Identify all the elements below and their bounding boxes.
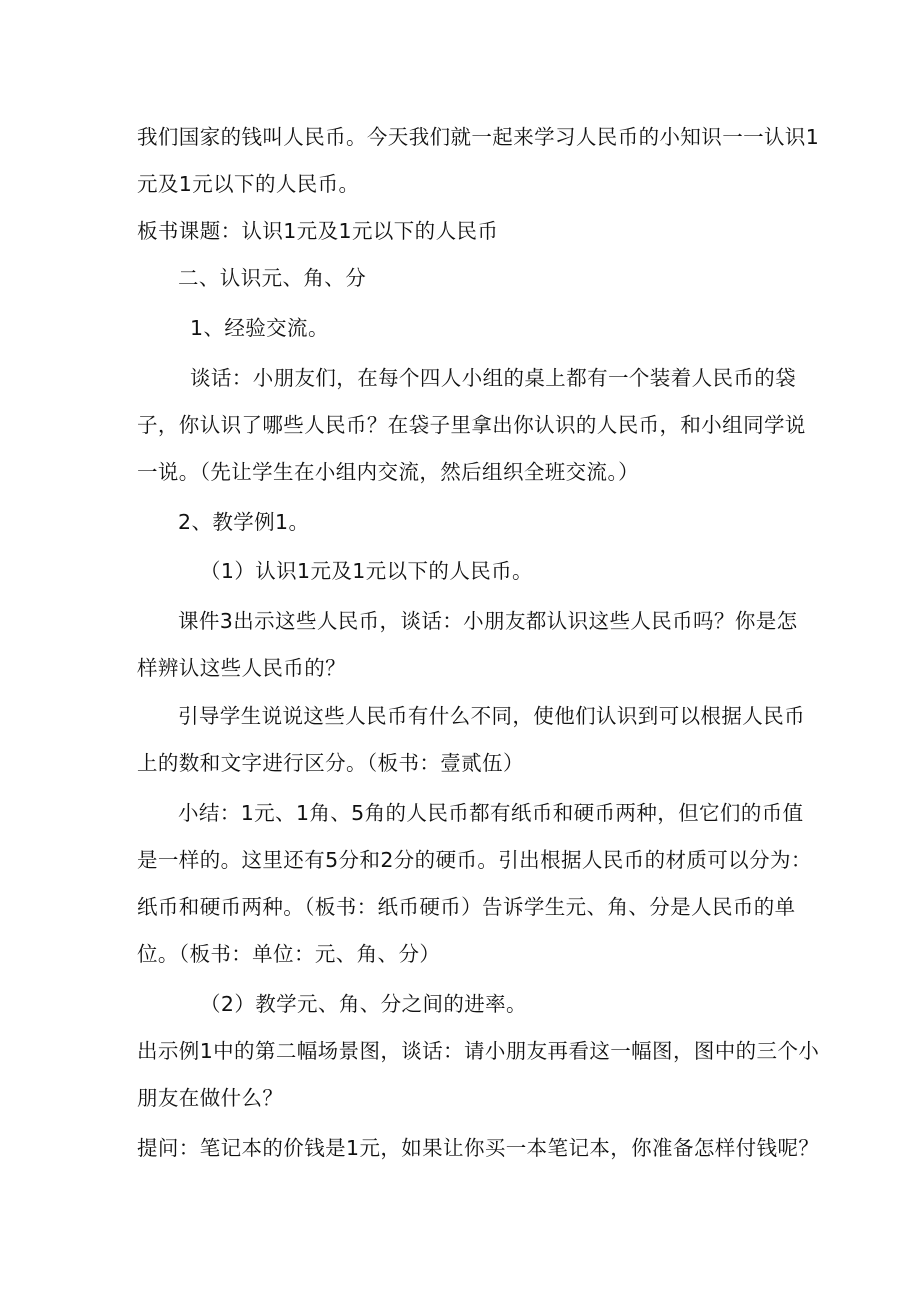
subsection-heading: （1）认识1元及1元以下的人民币。 xyxy=(200,559,533,583)
text-line: 小结：1元、1角、5角的人民币都有纸币和硬币两种，但它们的币值 xyxy=(178,801,804,825)
text-line: 纸币和硬币两种。（板书：纸币硬币）告诉学生元、角、分是人民币的单 xyxy=(137,895,796,919)
text-line: 出示例1中的第二幅场景图，谈话：请小朋友再看这一幅图，图中的三个小 xyxy=(137,1039,820,1063)
text-line: 是一样的。这里还有5分和2分的硬币。引出根据人民币的材质可以分为： xyxy=(137,848,812,872)
subsection-heading: 2、教学例1。 xyxy=(178,510,310,534)
text-line: 朋友在做什么？ xyxy=(137,1086,284,1110)
section-heading: 二、认识元、角、分 xyxy=(178,266,367,290)
text-line: 板书课题：认识1元及1元以下的人民币 xyxy=(137,219,499,243)
text-line: 我们国家的钱叫人民币。今天我们就一起来学习人民币的小知识一一认识1 xyxy=(137,125,820,149)
text-line: 一说。（先让学生在小组内交流，然后组织全班交流。） xyxy=(137,460,639,484)
text-line: 样辨认这些人民币的？ xyxy=(137,656,346,680)
text-line: 子，你认识了哪些人民币？在袋子里拿出你认识的人民币，和小组同学说 xyxy=(137,413,806,437)
text-line: 引导学生说说这些人民币有什么不同，使他们认识到可以根据人民币 xyxy=(178,704,805,728)
text-line: 提问：笔记本的价钱是1元，如果让你买一本笔记本，你准备怎样付钱呢？ xyxy=(137,1136,820,1160)
subsection-heading: 1、经验交流。 xyxy=(190,316,329,340)
text-line: 元及1元以下的人民币。 xyxy=(137,172,360,196)
text-line: 课件3出示这些人民币，谈话：小朋友都认识这些人民币吗？你是怎 xyxy=(178,609,798,633)
text-line: 谈话：小朋友们，在每个四人小组的桌上都有一个装着人民币的袋 xyxy=(190,366,797,390)
text-line: 上的数和文字进行区分。（板书：壹贰伍） xyxy=(137,751,524,775)
subsection-heading: （2）教学元、角、分之间的进率。 xyxy=(200,992,527,1016)
text-line: 位。（板书：单位：元、角、分） xyxy=(137,942,441,966)
